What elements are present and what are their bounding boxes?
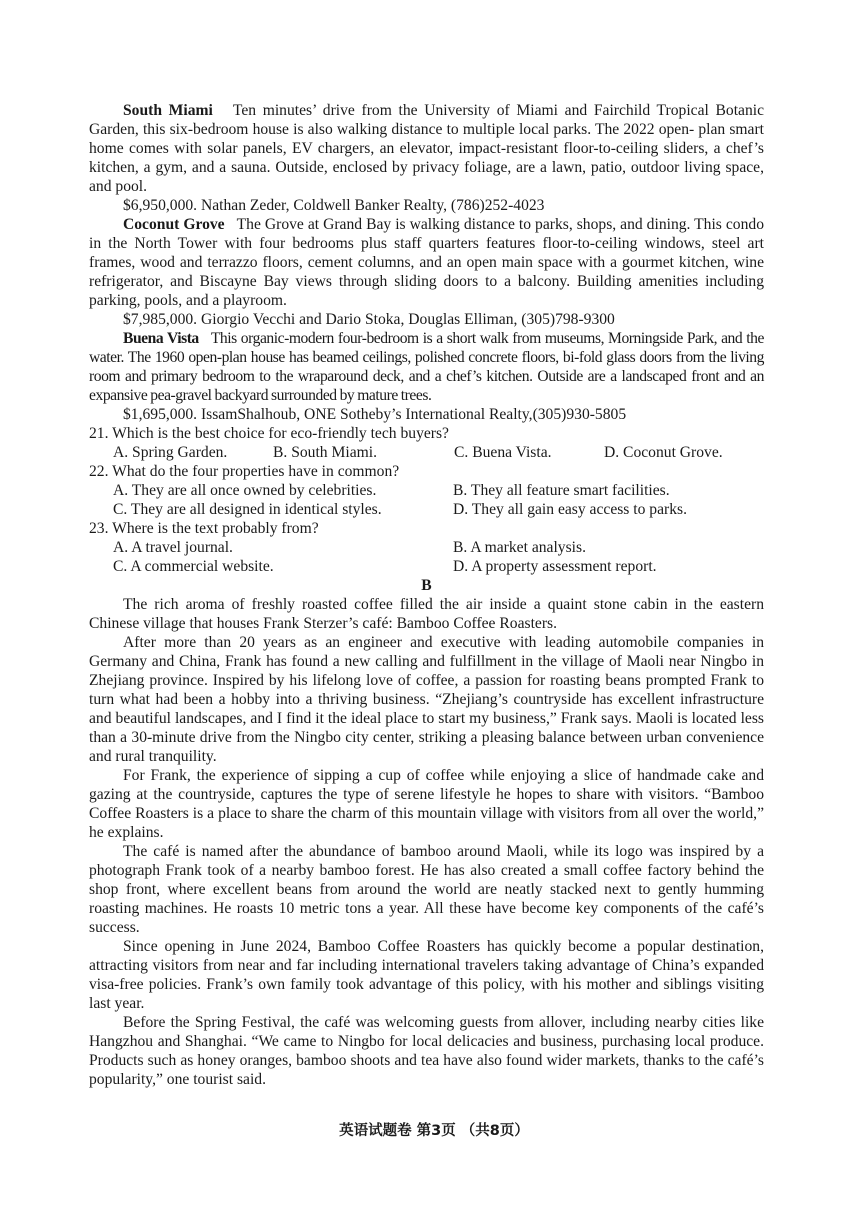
listing-name: Coconut Grove [123,216,225,233]
exam-page-body [89,101,764,1089]
section-b-paragraph: Since opening in June 2024, Bamboo Coffee Roasters has quickly become a popular destination, attracting visitors from near and far including international travelers taking advantage of China’s expanded visa-free policies. Frank’s own family took advantage of this policy, with his mother and siblings visiting last year. [89,938,764,1012]
option-b: B. South Miami. [273,444,377,461]
option-c: C. A commercial website. [113,558,274,575]
option-c: C. Buena Vista. [454,444,552,461]
listing-price-line: $6,950,000. Nathan Zeder, Coldwell Banker Realty, (786)252-4023 [123,197,545,214]
page-footer: 英语试题卷 第3页 （共8页） [339,1123,529,1139]
option-b: B. A market analysis. [453,539,586,556]
option-a: A. A travel journal. [113,539,233,556]
section-b-heading: B [421,577,432,594]
option-b: B. They all feature smart facilities. [453,482,670,499]
question-22-options-cd [89,500,764,519]
section-b-paragraph: Before the Spring Festival, the café was welcoming guests from allover, including nearby cities like Hangzhou and Shanghai. “We came to Ningbo for local delicacies and business, purchasing local produce. Products such as honey oranges, bamboo shoots and tea have also found wider markets, thanks to the café’s popularity,” one tourist said. [89,1014,764,1088]
question-23-options-cd [89,557,764,576]
listing-coconut-grove [89,215,764,310]
section-b-paragraph: The rich aroma of freshly roasted coffee filled the air inside a quaint stone cabin in the eastern Chinese village that houses Frank Sterzer’s café: Bamboo Coffee Roasters. [89,596,764,632]
option-c: C. They are all designed in identical styles. [113,501,382,518]
option-d: D. Coconut Grove. [604,444,723,461]
option-d: D. A property assessment report. [453,558,657,575]
section-b-paragraph: After more than 20 years as an engineer and executive with leading automobile companies in Germany and China, Frank has found a new calling and fulfillment in the village of Maoli near Ningbo in Zhejiang province. Inspired by his lifelong love of coffee, a passion for roasting beans prompted Frank to turn what had been a hobby into a thriving business. “Zhejiang’s countryside has excellent infrastructure and beautiful landscapes, and I find it the ideal place to start my business,” Frank says. Maoli is located less than a 30-minute drive from the Ningbo city center, striking a pleasing balance between urban convenience and rural tranquility. [89,634,764,765]
listing-name: South Miami [123,102,213,119]
listing-buena-vista [89,329,764,405]
listing-price-line: $7,985,000. Giorgio Vecchi and Dario Stoka, Douglas Elliman, (305)798-9300 [123,311,615,328]
question-22-stem: 22. What do the four properties have in common? [89,463,400,480]
option-a: A. Spring Garden. [113,444,228,461]
question-23-options-ab [89,538,764,557]
section-b-paragraph: The café is named after the abundance of bamboo around Maoli, while its logo was inspired by a photograph Frank took of a nearby bamboo forest. He has also created a small coffee factory behind the shop front, where excellent beans from around the world are neatly stacked next to gently humming roasting machines. He roasts 10 metric tons a year. All these have become key components of the café’s success. [89,843,764,936]
listing-south-miami [89,101,764,196]
listing-name: Buena Vista [123,330,199,347]
question-23-stem: 23. Where is the text probably from? [89,520,319,537]
listing-description: This organic-modern four-bedroom is a short walk from museums, Morningside Park, and the water. The 1960 open-plan house has beamed ceilings, polished concrete floors, bi-fold glass doors from the living room and primary bedroom to the wraparound deck, and a chef’s kitchen. Outside are a landscaped front and an expansive pea-gravel backyard surrounded by mature trees. [89,330,764,404]
option-d: D. They all gain easy access to parks. [453,501,687,518]
listing-price-line: $1,695,000. IssamShalhoub, ONE Sotheby’s International Realty,(305)930-5805 [123,406,627,423]
question-21-stem: 21. Which is the best choice for eco-friendly tech buyers? [89,425,449,442]
section-b-paragraph: For Frank, the experience of sipping a cup of coffee while enjoying a slice of handmade cake and gazing at the countryside, captures the type of serene lifestyle he hopes to share with visitors. “Bamboo Coffee Roasters is a place to share the charm of this mountain village with visitors from all over the world,” he explains. [89,767,764,841]
listing-description: The Grove at Grand Bay is walking distance to parks, shops, and dining. This condo in the North Tower with four bedrooms plus staff quarters features floor-to-ceiling windows, steel art frames, wood and terrazzo floors, cement columns, and an open main space with a gourmet kitchen, wine refrigerator, and Biscayne Bay views through sliding doors to a balcony. Building amenities including parking, pools, and a playroom. [89,216,764,309]
listing-description: Ten minutes’ drive from the University of Miami and Fairchild Tropical Botanic Garden, this six-bedroom house is also walking distance to multiple local parks. The 2022 open- plan smart home comes with solar panels, EV chargers, an elevator, impact-resistant floor-to-ceiling sliders, a chef’s kitchen, a gym, and a sauna. Outside, enclosed by privacy foliage, are a lawn, patio, outdoor living space, and pool. [89,102,764,195]
option-a: A. They are all once owned by celebrities. [113,482,377,499]
question-22-options-ab [89,481,764,500]
question-21-options [89,443,764,462]
